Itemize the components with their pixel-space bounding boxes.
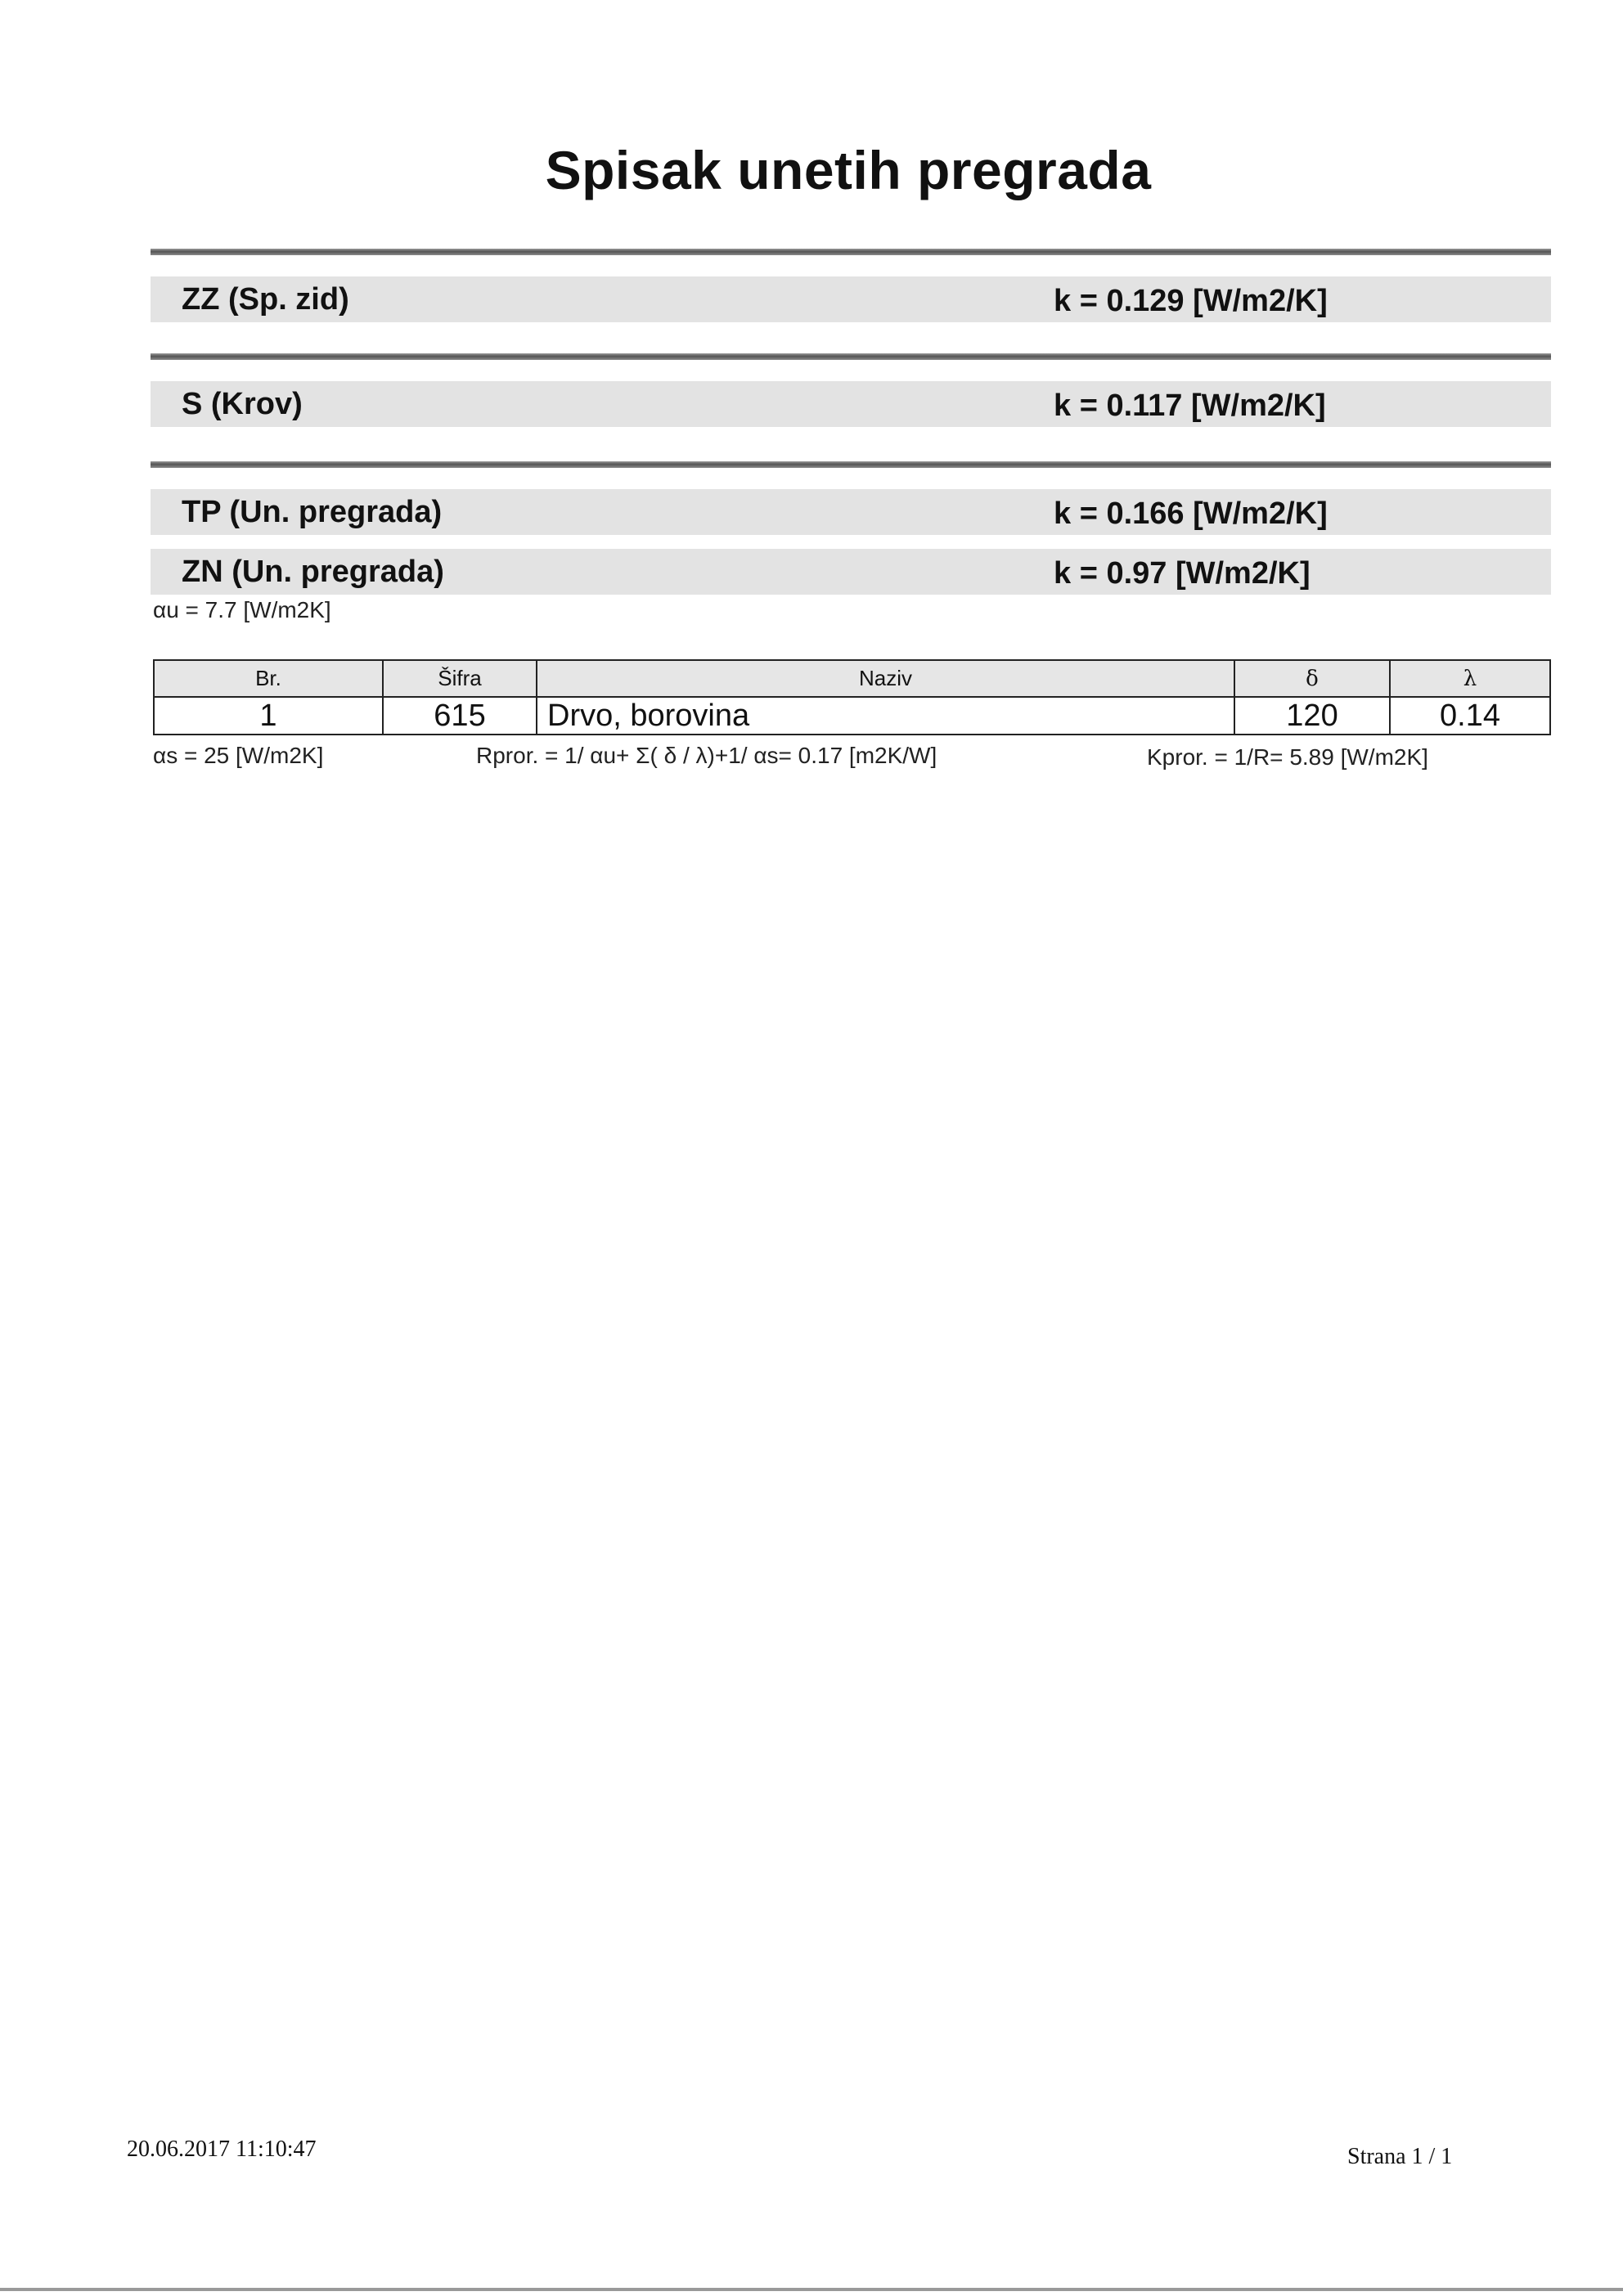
header-br: Br.: [154, 660, 383, 697]
r-formula: Rpror. = 1/ αu+ Σ( δ / λ)+1/ αs= 0.17 [m2K/W]: [476, 743, 937, 768]
header-naziv: Naziv: [537, 660, 1234, 697]
page-number: Strana 1 / 1: [1347, 2144, 1453, 2169]
partition-name: TP (Un. pregrada): [182, 495, 443, 529]
partition-k-value: k = 0.97 [W/m2/K]: [1054, 556, 1311, 591]
partition-row-s: [151, 381, 1551, 427]
header-lambda: λ: [1390, 660, 1550, 697]
section-divider: [151, 461, 1551, 468]
partition-row-tp: [151, 489, 1551, 535]
header-sifra: Šifra: [383, 660, 537, 697]
layers-table: [153, 659, 1551, 735]
cell-delta: 120: [1234, 697, 1390, 735]
partition-name: S (Krov): [182, 387, 303, 421]
cell-sifra: 615: [383, 697, 537, 735]
cell-naziv: Drvo, borovina: [537, 697, 1234, 735]
partition-name: ZN (Un. pregrada): [182, 555, 444, 589]
partition-k-value: k = 0.129 [W/m2/K]: [1054, 284, 1328, 318]
section-divider: [151, 353, 1551, 360]
table-row: [154, 697, 1550, 735]
page-title: Spisak unetih pregrada: [545, 140, 1152, 200]
section-divider: [151, 249, 1551, 255]
partition-k-value: k = 0.166 [W/m2/K]: [1054, 496, 1328, 531]
alpha-s-label: αs = 25 [W/m2K]: [153, 743, 324, 768]
partition-k-value: k = 0.117 [W/m2/K]: [1054, 389, 1326, 423]
alpha-u-label: αu = 7.7 [W/m2K]: [153, 597, 331, 622]
partition-row-zz: [151, 276, 1551, 322]
partition-row-zn: [151, 549, 1551, 595]
print-datetime: 20.06.2017 11:10:47: [127, 2136, 317, 2162]
cell-lambda: 0.14: [1390, 697, 1550, 735]
partition-name: ZZ (Sp. zid): [182, 282, 349, 317]
header-delta: δ: [1234, 660, 1390, 697]
scan-edge: [0, 2288, 1623, 2291]
k-formula: Kpror. = 1/R= 5.89 [W/m2K]: [1147, 744, 1428, 770]
table-header-row: [154, 660, 1550, 697]
cell-br: 1: [154, 697, 383, 735]
